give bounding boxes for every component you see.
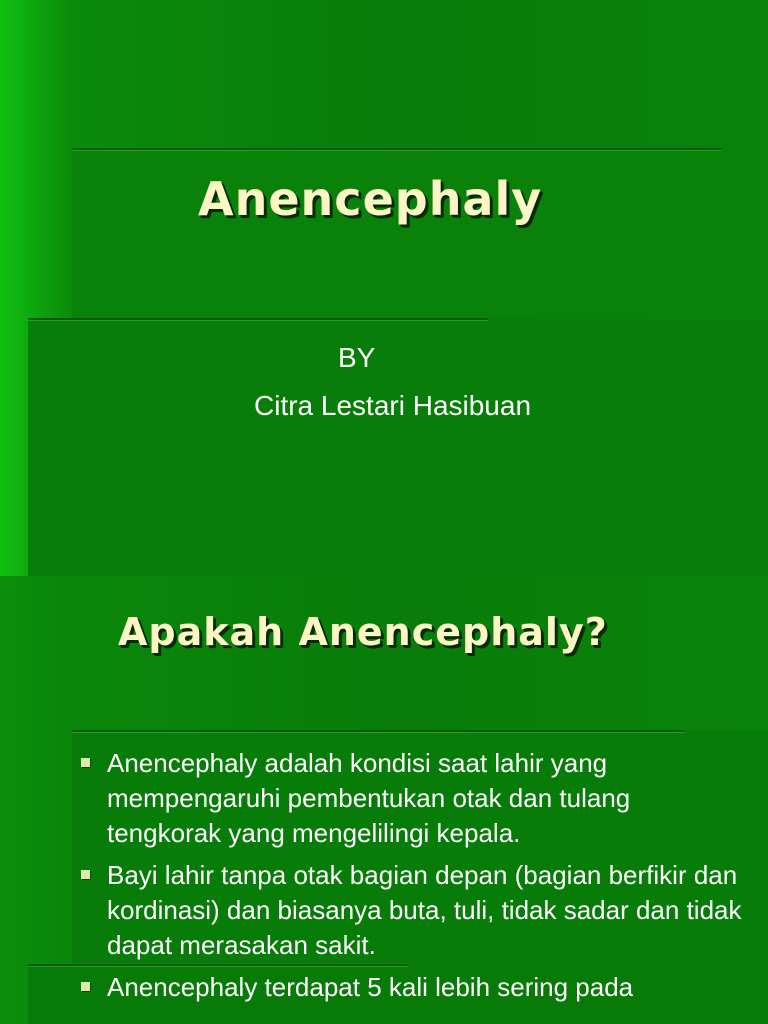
square-bullet-icon	[81, 758, 90, 767]
bullet-item	[76, 970, 746, 1005]
middle-divider	[28, 318, 488, 320]
subtitle-band	[28, 320, 768, 576]
bullet-text: Anencephaly adalah kondisi saat lahir yang mempengaruhi pembentukan otak dan tulang tengkorak yang mengelilingi kepala.	[107, 748, 631, 848]
bullet-item	[76, 746, 746, 851]
square-bullet-icon	[81, 870, 90, 879]
top-divider	[72, 148, 722, 150]
square-bullet-icon	[81, 982, 90, 991]
content-divider	[72, 730, 684, 732]
by-label: BY	[338, 342, 376, 373]
bullet-list	[76, 746, 746, 1012]
author-name: Citra Lestari Hasibuan	[254, 390, 532, 421]
bullet-text: Anencephaly terdapat 5 kali lebih sering pada	[107, 972, 634, 1002]
content-slide	[0, 576, 768, 1024]
slide-title: Apakah Anencephaly?	[118, 610, 608, 654]
bullet-text: Bayi lahir tanpa otak bagian depan (bagian berfikir dan kordinasi) dan biasanya buta, tuli, tidak sadar dan tidak dapat merasakan sakit.	[107, 860, 742, 960]
bullet-item	[76, 858, 746, 963]
slide-title: Anencephaly	[198, 172, 543, 226]
